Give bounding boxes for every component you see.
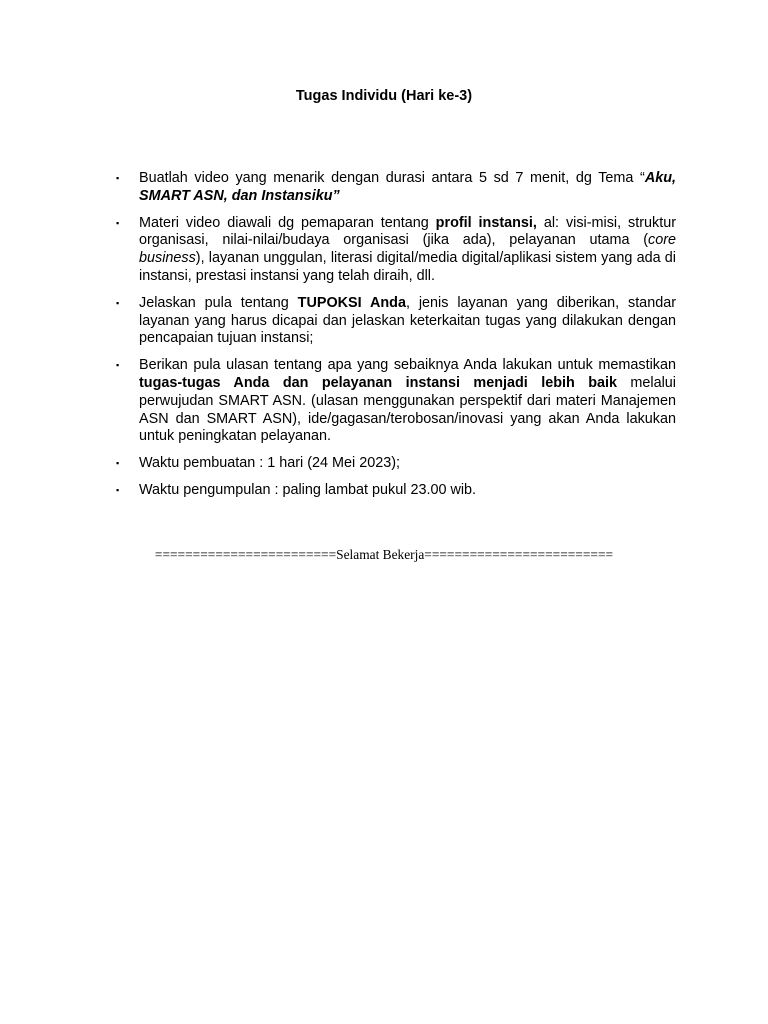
task-bold-text: TUPOKSI Anda [297,294,406,311]
task-item-video-content [114,215,676,286]
task-item-tupoksi [114,295,676,348]
task-item-production-time [114,455,676,473]
task-item-video-theme [114,170,676,206]
bullet-icon: ▪ [116,484,120,495]
bullet-icon: ▪ [116,173,120,183]
bullet-icon: ▪ [116,458,120,469]
task-text: melalui perwujudan SMART ASN. (ulasan menggunakan perspektif dari materi Manajemen ASN dan SMART ASN), ide/gagasan/terobosan/inovasi yang akan Anda lakukan untuk peningkatan pelayanan. [139,374,677,445]
bullet-icon: ▪ [116,297,120,308]
closing-line: ========================Selamat Bekerja========================= [154,547,614,562]
task-text: al: visi-misi, struktur organisasi, nilai-nilai/budaya organisasi (jika ada), pelayanan utama ( [139,214,676,249]
task-text: Waktu pengumpulan : paling lambat pukul 23.00 wib. [139,481,477,498]
bullet-icon: ▪ [116,217,120,228]
task-item-deadline [114,482,676,500]
task-bold-text: profil instansi, [435,214,537,231]
task-text: Materi video diawali dg pemaparan tentang [139,214,436,231]
bullet-icon: ▪ [116,360,120,371]
task-text: Berikan pula ulasan tentang apa yang sebaiknya Anda lakukan untuk memastikan [139,357,676,374]
task-text: ), layanan unggulan, literasi digital/media digital/aplikasi sistem yang ada di instansi, prestasi instansi yang telah diraih, dll. [139,250,676,284]
task-text: Buatlah video yang menarik dengan durasi antara 5 sd 7 menit, dg Tema “ [139,170,645,186]
task-text: Jelaskan pula tentang [139,294,298,311]
task-italic-text: core business [139,232,676,267]
task-text: ” [332,187,340,204]
task-bold-text: tugas-tugas Anda dan pelayanan instansi menjadi lebih baik [139,374,617,391]
document-title: Tugas Individu (Hari ke-3) [295,88,473,104]
task-theme-emphasis: Aku, SMART ASN, dan Instansiku [139,170,676,204]
task-text: , jenis layanan yang diberikan, standar layanan yang harus dicapai dan jelaskan keterkaitan tugas yang dilakukan dengan pencapaian tujuan instansi; [139,294,676,347]
task-item-review [114,357,676,446]
task-list [114,170,676,509]
task-text: Waktu pembuatan : 1 hari (24 Mei 2023); [139,455,401,472]
